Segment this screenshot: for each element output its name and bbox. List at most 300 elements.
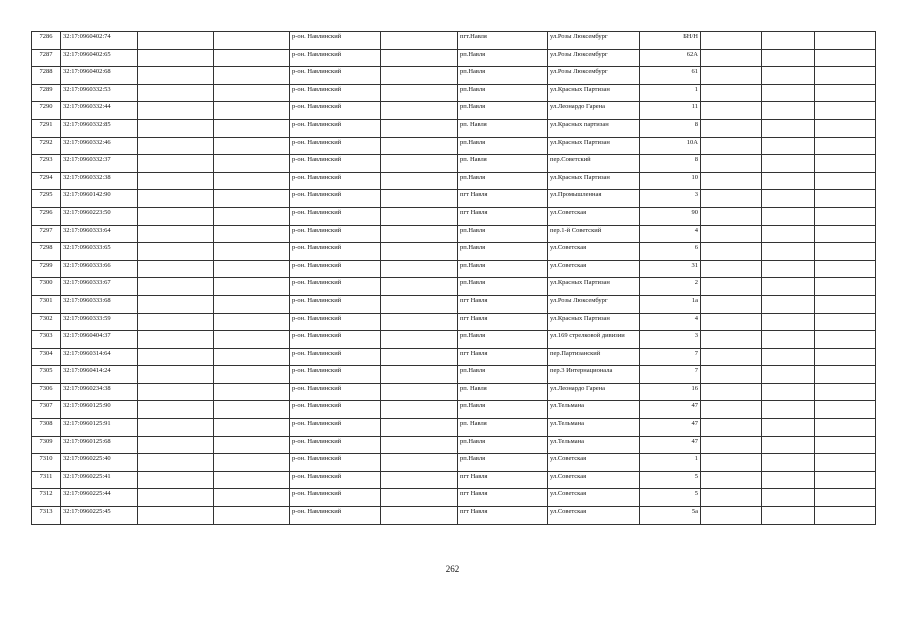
empty-cell — [815, 102, 876, 120]
empty-cell — [381, 436, 458, 454]
street-cell: ул.Промышленная — [548, 190, 640, 208]
row-number-cell: 7307 — [32, 401, 61, 419]
house-number-cell: 11 — [640, 102, 701, 120]
settlement-cell: рп.Навля — [458, 436, 548, 454]
house-number-cell: 8 — [640, 119, 701, 137]
empty-cell — [214, 137, 290, 155]
street-cell: ул.Советская — [548, 260, 640, 278]
empty-cell — [815, 155, 876, 173]
empty-cell — [381, 207, 458, 225]
empty-cell — [701, 489, 762, 507]
house-number-cell: 2 — [640, 278, 701, 296]
empty-cell — [815, 419, 876, 437]
empty-cell — [214, 331, 290, 349]
empty-cell — [381, 119, 458, 137]
empty-cell — [815, 49, 876, 67]
cadastral-number-cell: 32:17:0960333:68 — [61, 295, 138, 313]
table-row — [32, 207, 876, 225]
empty-cell — [138, 331, 214, 349]
empty-cell — [762, 243, 815, 261]
empty-cell — [138, 295, 214, 313]
empty-cell — [815, 278, 876, 296]
empty-cell — [815, 383, 876, 401]
empty-cell — [701, 471, 762, 489]
district-cell: р-он. Навлинский — [290, 295, 381, 313]
empty-cell — [381, 137, 458, 155]
empty-cell — [138, 489, 214, 507]
settlement-cell: рп.Навля — [458, 84, 548, 102]
row-number-cell: 7308 — [32, 419, 61, 437]
empty-cell — [762, 137, 815, 155]
row-number-cell: 7299 — [32, 260, 61, 278]
street-cell: ул.Советская — [548, 454, 640, 472]
settlement-cell: рп.Навля — [458, 225, 548, 243]
empty-cell — [214, 383, 290, 401]
empty-cell — [214, 401, 290, 419]
empty-cell — [138, 260, 214, 278]
settlement-cell: рп.Навля — [458, 172, 548, 190]
house-number-cell: 3 — [640, 331, 701, 349]
row-number-cell: 7293 — [32, 155, 61, 173]
row-number-cell: 7290 — [32, 102, 61, 120]
empty-cell — [815, 243, 876, 261]
cadastral-number-cell: 32:17:0960402:65 — [61, 49, 138, 67]
empty-cell — [138, 383, 214, 401]
empty-cell — [381, 155, 458, 173]
empty-cell — [381, 190, 458, 208]
table-row — [32, 489, 876, 507]
table-row — [32, 243, 876, 261]
street-cell: ул.Советская — [548, 507, 640, 525]
house-number-cell: 31 — [640, 260, 701, 278]
street-cell: ул.Леонардо Гарена — [548, 102, 640, 120]
empty-cell — [815, 225, 876, 243]
settlement-cell: пгт Навля — [458, 295, 548, 313]
empty-cell — [815, 401, 876, 419]
settlement-cell: пгт.Навля — [458, 32, 548, 50]
registry-table — [31, 31, 876, 525]
empty-cell — [815, 348, 876, 366]
empty-cell — [815, 331, 876, 349]
settlement-cell: рп. Навля — [458, 155, 548, 173]
empty-cell — [381, 366, 458, 384]
house-number-cell: БН/Н — [640, 32, 701, 50]
empty-cell — [214, 313, 290, 331]
empty-cell — [815, 172, 876, 190]
row-number-cell: 7306 — [32, 383, 61, 401]
empty-cell — [762, 331, 815, 349]
page-number: 262 — [445, 564, 460, 574]
empty-cell — [701, 137, 762, 155]
cadastral-number-cell: 32:17:0960234:38 — [61, 383, 138, 401]
district-cell: р-он. Навлинский — [290, 419, 381, 437]
empty-cell — [381, 243, 458, 261]
table-row — [32, 313, 876, 331]
empty-cell — [381, 454, 458, 472]
empty-cell — [214, 155, 290, 173]
street-cell: ул.Красных Партизан — [548, 278, 640, 296]
empty-cell — [815, 436, 876, 454]
empty-cell — [815, 366, 876, 384]
empty-cell — [381, 172, 458, 190]
empty-cell — [214, 102, 290, 120]
empty-cell — [214, 243, 290, 261]
empty-cell — [138, 225, 214, 243]
district-cell: р-он. Навлинский — [290, 366, 381, 384]
row-number-cell: 7288 — [32, 67, 61, 85]
district-cell: р-он. Навлинский — [290, 102, 381, 120]
settlement-cell: рп.Навля — [458, 366, 548, 384]
row-number-cell: 7301 — [32, 295, 61, 313]
cadastral-number-cell: 32:17:0960225:40 — [61, 454, 138, 472]
table-row — [32, 278, 876, 296]
district-cell: р-он. Навлинский — [290, 507, 381, 525]
street-cell: ул.Советская — [548, 471, 640, 489]
district-cell: р-он. Навлинский — [290, 454, 381, 472]
empty-cell — [762, 383, 815, 401]
district-cell: р-он. Навлинский — [290, 207, 381, 225]
empty-cell — [138, 471, 214, 489]
district-cell: р-он. Навлинский — [290, 260, 381, 278]
empty-cell — [762, 295, 815, 313]
settlement-cell: рп.Навля — [458, 331, 548, 349]
empty-cell — [214, 67, 290, 85]
empty-cell — [214, 489, 290, 507]
empty-cell — [762, 366, 815, 384]
empty-cell — [214, 507, 290, 525]
empty-cell — [381, 295, 458, 313]
empty-cell — [381, 225, 458, 243]
empty-cell — [138, 454, 214, 472]
district-cell: р-он. Навлинский — [290, 155, 381, 173]
empty-cell — [762, 67, 815, 85]
cadastral-number-cell: 32:17:0960332:44 — [61, 102, 138, 120]
empty-cell — [701, 348, 762, 366]
cadastral-number-cell: 32:17:0960414:24 — [61, 366, 138, 384]
empty-cell — [762, 507, 815, 525]
row-number-cell: 7300 — [32, 278, 61, 296]
empty-cell — [701, 172, 762, 190]
document-sheet — [31, 31, 875, 525]
empty-cell — [214, 32, 290, 50]
empty-cell — [815, 313, 876, 331]
cadastral-number-cell: 32:17:0960225:41 — [61, 471, 138, 489]
row-number-cell: 7295 — [32, 190, 61, 208]
row-number-cell: 7313 — [32, 507, 61, 525]
empty-cell — [762, 471, 815, 489]
street-cell: ул.Красных Партизан — [548, 84, 640, 102]
empty-cell — [762, 313, 815, 331]
registry-table-body — [32, 32, 876, 525]
table-row — [32, 137, 876, 155]
empty-cell — [815, 84, 876, 102]
settlement-cell: пгт Навля — [458, 207, 548, 225]
settlement-cell: рп. Навля — [458, 119, 548, 137]
empty-cell — [762, 419, 815, 437]
cadastral-number-cell: 32:17:0960332:37 — [61, 155, 138, 173]
district-cell: р-он. Навлинский — [290, 383, 381, 401]
empty-cell — [762, 155, 815, 173]
empty-cell — [701, 67, 762, 85]
row-number-cell: 7289 — [32, 84, 61, 102]
table-row — [32, 190, 876, 208]
empty-cell — [381, 260, 458, 278]
settlement-cell: пгт Навля — [458, 489, 548, 507]
settlement-cell: пгт Навля — [458, 348, 548, 366]
table-row — [32, 260, 876, 278]
empty-cell — [138, 67, 214, 85]
district-cell: р-он. Навлинский — [290, 67, 381, 85]
empty-cell — [138, 137, 214, 155]
street-cell: ул.169 стрелковой дивизии — [548, 331, 640, 349]
table-row — [32, 401, 876, 419]
row-number-cell: 7287 — [32, 49, 61, 67]
street-cell: пер.Советский — [548, 155, 640, 173]
empty-cell — [381, 489, 458, 507]
row-number-cell: 7304 — [32, 348, 61, 366]
empty-cell — [138, 32, 214, 50]
empty-cell — [701, 190, 762, 208]
district-cell: р-он. Навлинский — [290, 190, 381, 208]
row-number-cell: 7312 — [32, 489, 61, 507]
district-cell: р-он. Навлинский — [290, 278, 381, 296]
house-number-cell: 47 — [640, 419, 701, 437]
house-number-cell: 5а — [640, 507, 701, 525]
empty-cell — [381, 313, 458, 331]
empty-cell — [701, 454, 762, 472]
street-cell: ул.Советская — [548, 207, 640, 225]
district-cell: р-он. Навлинский — [290, 471, 381, 489]
empty-cell — [762, 454, 815, 472]
settlement-cell: рп.Навля — [458, 102, 548, 120]
empty-cell — [381, 507, 458, 525]
table-row — [32, 436, 876, 454]
settlement-cell: рп. Навля — [458, 419, 548, 437]
table-row — [32, 32, 876, 50]
row-number-cell: 7297 — [32, 225, 61, 243]
empty-cell — [214, 471, 290, 489]
empty-cell — [815, 295, 876, 313]
cadastral-number-cell: 32:17:0960142:90 — [61, 190, 138, 208]
cadastral-number-cell: 32:17:0960314:64 — [61, 348, 138, 366]
empty-cell — [701, 331, 762, 349]
cadastral-number-cell: 32:17:0960223:50 — [61, 207, 138, 225]
street-cell: ул.Тельмана — [548, 419, 640, 437]
empty-cell — [762, 260, 815, 278]
district-cell: р-он. Навлинский — [290, 119, 381, 137]
empty-cell — [701, 419, 762, 437]
empty-cell — [701, 436, 762, 454]
cadastral-number-cell: 32:17:0960125:90 — [61, 401, 138, 419]
settlement-cell: рп. Навля — [458, 383, 548, 401]
empty-cell — [138, 507, 214, 525]
cadastral-number-cell: 32:17:0960333:66 — [61, 260, 138, 278]
row-number-cell: 7302 — [32, 313, 61, 331]
row-number-cell: 7298 — [32, 243, 61, 261]
empty-cell — [815, 137, 876, 155]
cadastral-number-cell: 32:17:0960333:64 — [61, 225, 138, 243]
cadastral-number-cell: 32:17:0960332:38 — [61, 172, 138, 190]
empty-cell — [214, 454, 290, 472]
empty-cell — [381, 383, 458, 401]
empty-cell — [701, 49, 762, 67]
empty-cell — [762, 278, 815, 296]
table-row — [32, 454, 876, 472]
cadastral-number-cell: 32:17:0960332:85 — [61, 119, 138, 137]
table-row — [32, 225, 876, 243]
table-row — [32, 419, 876, 437]
settlement-cell: рп.Навля — [458, 243, 548, 261]
empty-cell — [214, 49, 290, 67]
empty-cell — [701, 102, 762, 120]
house-number-cell: 61 — [640, 67, 701, 85]
empty-cell — [762, 49, 815, 67]
empty-cell — [138, 419, 214, 437]
empty-cell — [381, 67, 458, 85]
empty-cell — [701, 295, 762, 313]
table-row — [32, 507, 876, 525]
table-row — [32, 383, 876, 401]
empty-cell — [138, 119, 214, 137]
house-number-cell: 7 — [640, 366, 701, 384]
empty-cell — [762, 436, 815, 454]
empty-cell — [815, 190, 876, 208]
settlement-cell: рп.Навля — [458, 278, 548, 296]
house-number-cell: 4 — [640, 225, 701, 243]
empty-cell — [701, 401, 762, 419]
empty-cell — [214, 260, 290, 278]
empty-cell — [381, 419, 458, 437]
house-number-cell: 1 — [640, 454, 701, 472]
empty-cell — [762, 401, 815, 419]
empty-cell — [815, 207, 876, 225]
street-cell: ул.Тельмана — [548, 436, 640, 454]
district-cell: р-он. Навлинский — [290, 348, 381, 366]
cadastral-number-cell: 32:17:0960225:45 — [61, 507, 138, 525]
street-cell: ул.Розы Люксембург — [548, 32, 640, 50]
empty-cell — [762, 225, 815, 243]
house-number-cell: 4 — [640, 313, 701, 331]
empty-cell — [701, 84, 762, 102]
settlement-cell: рп.Навля — [458, 260, 548, 278]
cadastral-number-cell: 32:17:0960332:53 — [61, 84, 138, 102]
empty-cell — [214, 436, 290, 454]
row-number-cell: 7311 — [32, 471, 61, 489]
district-cell: р-он. Навлинский — [290, 401, 381, 419]
empty-cell — [214, 207, 290, 225]
settlement-cell: рп.Навля — [458, 67, 548, 85]
settlement-cell: рп.Навля — [458, 137, 548, 155]
cadastral-number-cell: 32:17:0960404:37 — [61, 331, 138, 349]
row-number-cell: 7294 — [32, 172, 61, 190]
empty-cell — [214, 84, 290, 102]
empty-cell — [815, 67, 876, 85]
street-cell: пер.1-й Советский — [548, 225, 640, 243]
street-cell: ул.Красных партизан — [548, 119, 640, 137]
empty-cell — [701, 32, 762, 50]
empty-cell — [701, 313, 762, 331]
empty-cell — [815, 507, 876, 525]
cadastral-number-cell: 32:17:0960333:65 — [61, 243, 138, 261]
house-number-cell: 62А — [640, 49, 701, 67]
empty-cell — [381, 401, 458, 419]
settlement-cell: пгт Навля — [458, 313, 548, 331]
empty-cell — [762, 119, 815, 137]
empty-cell — [381, 471, 458, 489]
table-row — [32, 49, 876, 67]
street-cell: пер.3 Интернационала — [548, 366, 640, 384]
street-cell: ул.Розы Люксембург — [548, 295, 640, 313]
empty-cell — [701, 119, 762, 137]
empty-cell — [138, 102, 214, 120]
district-cell: р-он. Навлинский — [290, 243, 381, 261]
empty-cell — [214, 366, 290, 384]
cadastral-number-cell: 32:17:0960402:74 — [61, 32, 138, 50]
empty-cell — [762, 489, 815, 507]
cadastral-number-cell: 32:17:0960125:68 — [61, 436, 138, 454]
house-number-cell: 16 — [640, 383, 701, 401]
street-cell: ул.Красных Партизан — [548, 313, 640, 331]
table-row — [32, 102, 876, 120]
empty-cell — [214, 419, 290, 437]
row-number-cell: 7309 — [32, 436, 61, 454]
empty-cell — [815, 32, 876, 50]
row-number-cell: 7310 — [32, 454, 61, 472]
empty-cell — [762, 32, 815, 50]
empty-cell — [762, 207, 815, 225]
row-number-cell: 7303 — [32, 331, 61, 349]
empty-cell — [138, 190, 214, 208]
empty-cell — [214, 190, 290, 208]
empty-cell — [138, 155, 214, 173]
empty-cell — [701, 278, 762, 296]
street-cell: ул.Советская — [548, 243, 640, 261]
street-cell: ул.Красных Партизан — [548, 172, 640, 190]
street-cell: ул.Советская — [548, 489, 640, 507]
house-number-cell: 1 — [640, 84, 701, 102]
empty-cell — [701, 507, 762, 525]
empty-cell — [214, 295, 290, 313]
street-cell: пер.Партизанский — [548, 348, 640, 366]
district-cell: р-он. Навлинский — [290, 172, 381, 190]
street-cell: ул.Розы Люксембург — [548, 67, 640, 85]
empty-cell — [815, 471, 876, 489]
empty-cell — [762, 190, 815, 208]
empty-cell — [762, 102, 815, 120]
empty-cell — [701, 383, 762, 401]
table-row — [32, 295, 876, 313]
district-cell: р-он. Навлинский — [290, 313, 381, 331]
house-number-cell: 10 — [640, 172, 701, 190]
table-row — [32, 155, 876, 173]
cadastral-number-cell: 32:17:0960402:68 — [61, 67, 138, 85]
empty-cell — [701, 366, 762, 384]
house-number-cell: 1а — [640, 295, 701, 313]
district-cell: р-он. Навлинский — [290, 84, 381, 102]
empty-cell — [381, 331, 458, 349]
empty-cell — [214, 172, 290, 190]
empty-cell — [138, 49, 214, 67]
empty-cell — [762, 172, 815, 190]
cadastral-number-cell: 32:17:0960125:91 — [61, 419, 138, 437]
empty-cell — [815, 489, 876, 507]
row-number-cell: 7305 — [32, 366, 61, 384]
house-number-cell: 47 — [640, 401, 701, 419]
table-row — [32, 119, 876, 137]
district-cell: р-он. Навлинский — [290, 49, 381, 67]
empty-cell — [214, 225, 290, 243]
empty-cell — [381, 348, 458, 366]
